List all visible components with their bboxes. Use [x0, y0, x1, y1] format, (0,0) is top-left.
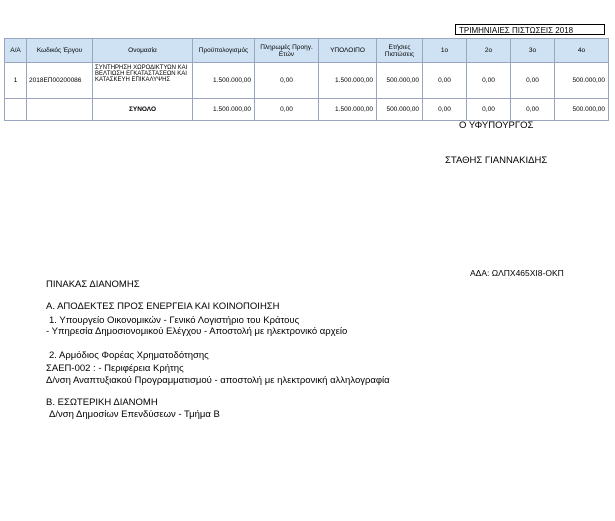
recipient-b-line1: Δ/νση Δημοσίων Επενδύσεων - Τμήμα Β: [49, 409, 220, 420]
col-header-q1: 1ο: [423, 39, 467, 63]
cell-annual-credits: 500.000,00: [377, 63, 423, 99]
col-header-budget: Προϋπολογισμός: [193, 39, 255, 63]
total-remainder: 1.500.000,00: [319, 99, 377, 121]
total-label: ΣΥΝΟΛΟ: [93, 99, 193, 121]
col-header-code: Κωδικός Έργου: [27, 39, 93, 63]
recipient-a2-line3: Δ/νση Αναπτυξιακού Προγραμματισμού - αποστολή με ηλεκτρονική αλληλογραφία: [46, 375, 390, 386]
quarterly-credits-title: ΤΡΙΜΗΝΙΑΙΕΣ ΠΙΣΤΩΣΕΙΣ 2018: [455, 24, 605, 35]
col-header-remainder: ΥΠΟΛΟΙΠΟ: [319, 39, 377, 63]
recipient-a2-line1: 2. Αρμόδιος Φορέας Χρηματοδότησης: [49, 350, 209, 361]
section-b-heading: Β. ΕΣΩΤΕΡΙΚΗ ΔΙΑΝΟΜΗ: [46, 397, 158, 408]
cell-prev-payments: 0,00: [255, 63, 319, 99]
total-q3: 0,00: [511, 99, 555, 121]
credits-table: [4, 38, 609, 121]
cell-q3: 0,00: [511, 63, 555, 99]
total-annual-credits: 500.000,00: [377, 99, 423, 121]
col-header-prev-payments: Πληρωμές Προηγ. Ετών: [255, 39, 319, 63]
col-header-q3: 3ο: [511, 39, 555, 63]
recipient-a1-line1: 1. Υπουργείο Οικονομικών - Γενικό Λογιστήριο του Κράτους: [49, 315, 300, 326]
section-a-heading: Α. ΑΠΟΔΕΚΤΕΣ ΠΡΟΣ ΕΝΕΡΓΕΙΑ ΚΑΙ ΚΟΙΝΟΠΟΙΗΣΗ: [46, 301, 280, 312]
recipient-a2-line2: ΣΑΕΠ-002 : - Περιφέρεια Κρήτης: [46, 363, 184, 374]
cell-q2: 0,00: [467, 63, 511, 99]
total-q1: 0,00: [423, 99, 467, 121]
table-total-row: [5, 99, 609, 121]
col-header-q2: 2ο: [467, 39, 511, 63]
cell-remainder: 1.500.000,00: [319, 63, 377, 99]
total-prev-payments: 0,00: [255, 99, 319, 121]
cell-q1: 0,00: [423, 63, 467, 99]
distribution-heading: ΠΙΝΑΚΑΣ ΔΙΑΝΟΜΗΣ: [46, 279, 140, 290]
signature-title: Ο ΥΦΥΠΟΥΡΓΟΣ: [459, 120, 534, 131]
recipient-a1-line2: - Υπηρεσία Δημοσιονομικού Ελέγχου - Αποστολή με ηλεκτρονικό αρχείο: [46, 326, 348, 337]
col-header-annual-credits: Ετήσιες Πιστώσεις: [377, 39, 423, 63]
total-q2: 0,00: [467, 99, 511, 121]
table-header-row: [5, 39, 609, 63]
cell-code: 2018ΕΠ00200086: [27, 63, 93, 99]
cell-aa: 1: [5, 63, 27, 99]
total-budget: 1.500.000,00: [193, 99, 255, 121]
total-cell-aa: [5, 99, 27, 121]
signature-name: ΣΤΑΘΗΣ ΓΙΑΝΝΑΚΙΔΗΣ: [445, 155, 548, 166]
total-q4: 500.000,00: [555, 99, 609, 121]
table-row: [5, 63, 609, 99]
col-header-q4: 4ο: [555, 39, 609, 63]
cell-q4: 500.000,00: [555, 63, 609, 99]
cell-budget: 1.500.000,00: [193, 63, 255, 99]
col-header-aa: Α/Α: [5, 39, 27, 63]
col-header-name: Ονομασία: [93, 39, 193, 63]
ada-code: ΑΔΑ: ΩΛΠΧ465ΧΙ8-ΟΚΠ: [470, 268, 564, 278]
total-cell-code: [27, 99, 93, 121]
cell-name: ΣΥΝΤΗΡΗΣΗ ΧΩΡΟΔΙΚΤΥΩΝ ΚΑΙ ΒΕΛΤΙΩΣΗ ΕΓΚΑΤΑΣΤΑΣΕΩΝ ΚΑΙ ΚΑΤΑΣΚΕΥΗ ΕΠΙΚΑΛΥΨΗΣ: [93, 63, 193, 99]
